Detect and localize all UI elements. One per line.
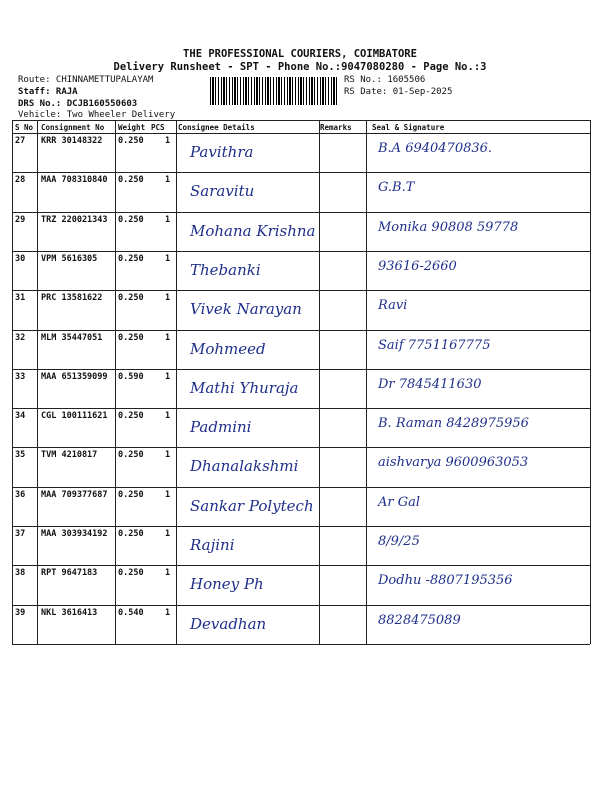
row-sno: 29 — [15, 214, 26, 225]
row-consignee-handwriting: Honey Ph — [190, 575, 264, 594]
row-divider — [12, 447, 590, 448]
row-weight: 0.590 — [118, 371, 144, 382]
row-weight: 0.250 — [118, 214, 144, 225]
row-signature-handwriting: Dr 7845411630 — [378, 376, 482, 392]
header-remarks: Remarks — [320, 123, 352, 132]
row-consignment-no: CGL 100111621 — [41, 411, 108, 422]
row-signature-handwriting: G.B.T — [378, 180, 415, 196]
row-signature-handwriting: 8828475089 — [378, 612, 461, 628]
row-pcs: 1 — [165, 450, 171, 461]
row-consignment-no: MAA 303934192 — [41, 529, 108, 539]
header-consignee: Consignee Details — [178, 123, 255, 132]
row-sno: 33 — [15, 371, 26, 382]
row-consignee-handwriting: Vivek Narayan — [190, 300, 302, 319]
row-signature-handwriting: B. Raman 8428975956 — [378, 416, 529, 432]
row-weight: 0.540 — [118, 607, 144, 618]
row-pcs: 1 — [165, 371, 171, 382]
row-divider — [12, 487, 590, 488]
row-consignee-handwriting: Thebanki — [190, 260, 261, 279]
table-right-border — [590, 120, 591, 644]
row-sno: 28 — [15, 175, 26, 186]
row-consignment-no: KRR 30148322 — [41, 136, 103, 146]
row-divider — [12, 212, 590, 213]
barcode — [210, 77, 338, 105]
row-divider — [12, 330, 590, 331]
row-divider — [12, 251, 590, 252]
row-weight: 0.250 — [118, 450, 144, 461]
row-signature-handwriting: B.A 6940470836. — [378, 141, 493, 156]
row-consignment-no: PRC 13581622 — [41, 293, 103, 304]
row-weight: 0.250 — [118, 529, 144, 539]
vehicle-label: Vehicle: Two Wheeler Delivery — [18, 110, 176, 120]
row-consignee-handwriting: Mathi Yhuraja — [190, 378, 299, 397]
company-title: THE PROFESSIONAL COURIERS, COIMBATORE — [183, 48, 417, 60]
row-consignee-handwriting: Dhanalakshmi — [190, 457, 299, 476]
row-weight: 0.250 — [118, 253, 144, 264]
row-weight: 0.250 — [118, 293, 144, 304]
row-pcs: 1 — [165, 411, 171, 422]
row-pcs: 1 — [165, 136, 171, 146]
row-divider — [12, 644, 590, 645]
row-weight: 0.250 — [118, 332, 144, 343]
rs-number: RS No.: 1605506 — [344, 75, 426, 85]
row-signature-handwriting: Ar Gal — [378, 494, 421, 510]
row-pcs: 1 — [165, 214, 171, 225]
row-weight: 0.250 — [118, 489, 144, 500]
row-consignee-handwriting: Sankar Polytech — [190, 496, 314, 515]
row-pcs: 1 — [165, 489, 171, 500]
row-pcs: 1 — [165, 529, 171, 539]
row-sno: 38 — [15, 568, 26, 579]
row-consignee-handwriting: Pavithra — [190, 143, 254, 161]
row-pcs: 1 — [165, 175, 171, 186]
row-weight: 0.250 — [118, 175, 144, 186]
row-weight: 0.250 — [118, 136, 144, 146]
drs-label: DRS No.: DCJB160550603 — [18, 99, 138, 109]
row-pcs: 1 — [165, 607, 171, 618]
row-consignee-handwriting: Saravitu — [190, 182, 255, 201]
row-signature-handwriting: Saif 7751167775 — [378, 337, 491, 353]
row-divider — [12, 408, 590, 409]
route-label: Route: CHINNAMETTUPALAYAM — [18, 75, 154, 85]
staff-label: Staff: RAJA — [18, 87, 78, 97]
row-sno: 34 — [15, 411, 26, 422]
row-consignee-handwriting: Rajini — [190, 536, 235, 554]
row-consignment-no: VPM 5616305 — [41, 253, 98, 264]
row-consignment-no: MLM 35447051 — [41, 332, 103, 343]
row-consignment-no: MAA 651359099 — [41, 371, 108, 382]
row-consignee-handwriting: Devadhan — [190, 614, 267, 633]
row-divider — [12, 605, 590, 606]
row-consignment-no: MAA 708310840 — [41, 175, 108, 186]
row-signature-handwriting: Monika 90808 59778 — [378, 219, 519, 235]
runsheet-subtitle: Delivery Runsheet - SPT - Phone No.:9047080280 - Page No.:3 — [113, 61, 487, 73]
header-sno: S No — [15, 123, 34, 132]
row-sno: 36 — [15, 489, 26, 500]
row-divider — [12, 565, 590, 566]
header-weight: Weight — [118, 123, 146, 132]
table-header-line — [12, 133, 590, 134]
row-divider — [12, 172, 590, 173]
row-sno: 27 — [15, 136, 26, 146]
row-signature-handwriting: Dodhu -8807195356 — [378, 573, 513, 589]
row-sno: 35 — [15, 450, 26, 461]
row-divider — [12, 290, 590, 291]
row-consignment-no: MAA 709377687 — [41, 489, 108, 500]
header-seal: Seal & Signature — [372, 123, 445, 132]
row-sno: 39 — [15, 607, 26, 618]
row-divider — [12, 526, 590, 527]
row-sno: 31 — [15, 293, 26, 304]
row-sno: 37 — [15, 529, 26, 539]
row-pcs: 1 — [165, 332, 171, 343]
table-top-line — [12, 120, 590, 121]
row-signature-handwriting: 93616-2660 — [378, 258, 457, 274]
row-weight: 0.250 — [118, 411, 144, 422]
header-pcs: PCS — [151, 123, 165, 132]
row-consignment-no: TRZ 220021343 — [41, 214, 108, 225]
row-consignment-no: TVM 4210817 — [41, 450, 98, 461]
row-weight: 0.250 — [118, 568, 144, 579]
row-consignee-handwriting: Mohmeed — [190, 339, 266, 358]
row-consignment-no: RPT 9647183 — [41, 568, 98, 579]
row-pcs: 1 — [165, 568, 171, 579]
row-sno: 32 — [15, 332, 26, 343]
row-consignee-handwriting: Mohana Krishna — [190, 221, 316, 240]
row-pcs: 1 — [165, 253, 171, 264]
row-consignee-handwriting: Padmini — [190, 418, 252, 437]
row-signature-handwriting: aishvarya 9600963053 — [378, 455, 529, 471]
row-sno: 30 — [15, 253, 26, 264]
rs-date: RS Date: 01-Sep-2025 — [344, 87, 453, 97]
row-signature-handwriting: Ravi — [378, 298, 408, 314]
header-consignment: Consignment No — [41, 123, 105, 132]
row-pcs: 1 — [165, 293, 171, 304]
row-divider — [12, 369, 590, 370]
row-consignment-no: NKL 3616413 — [41, 607, 98, 618]
row-signature-handwriting: 8/9/25 — [378, 534, 420, 549]
